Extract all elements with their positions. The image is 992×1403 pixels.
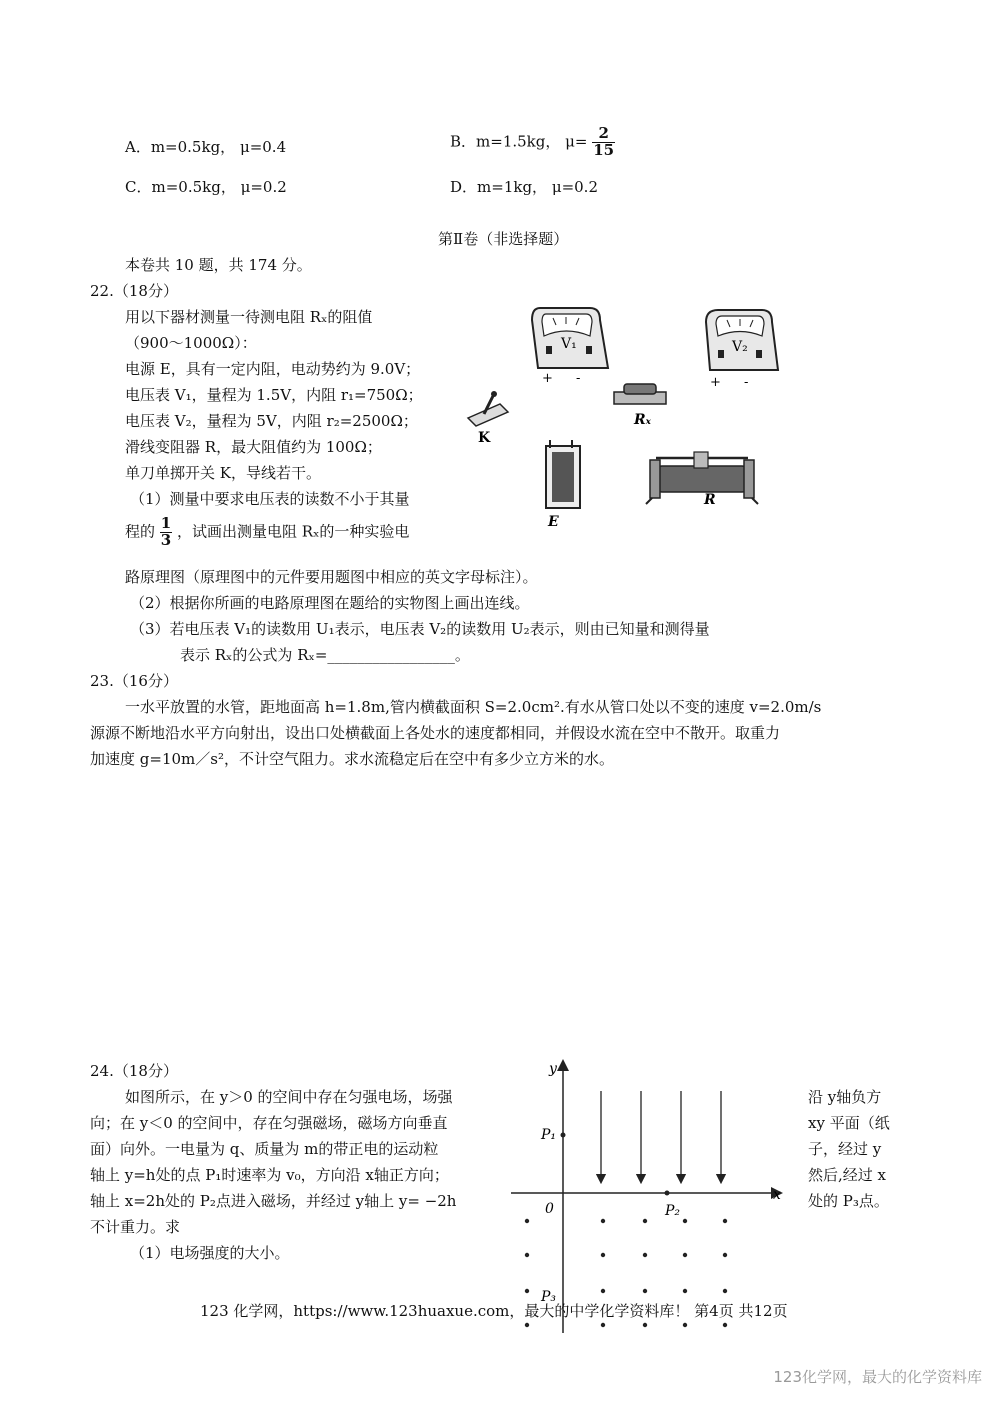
- q22-part3: （3）若电压表 V₁的读数用 U₁表示，电压表 V₂的读数用 U₂表示，则由已知量和测得量: [130, 620, 710, 638]
- q22-line: 单刀单掷开关 K，导线若干。: [125, 464, 321, 482]
- q24-right-line: 沿 y轴负方: [808, 1088, 882, 1106]
- p3-label: P₃: [541, 1289, 557, 1305]
- q24-right-line: 子，经过 y: [808, 1140, 882, 1158]
- option-d: D．m=1kg， μ=0.2: [450, 178, 598, 196]
- page-footer: 123 化学网，https://www.123huaxue.com，最大的中学化学资料库！ 第4页 共12页: [200, 1302, 788, 1320]
- p1-label: P₁: [541, 1127, 557, 1143]
- q22-line: 电源 E，具有一定内阻，电动势约为 9.0V；: [125, 360, 421, 378]
- battery-e: [546, 440, 580, 530]
- q22-part1-prefix: 程的: [125, 522, 156, 541]
- q22-line: 滑线变阻器 R，最大阻值约为 100Ω；: [125, 438, 382, 456]
- q22-line: 用以下器材测量一待测电阻 Rₓ的阻值: [125, 308, 373, 326]
- q24-left-line: 如图所示，在 y＞0 的空间中存在匀强电场，场强: [125, 1088, 453, 1106]
- q23-heading: 23.（16分）: [90, 672, 178, 690]
- resistor-rx: [614, 384, 666, 428]
- switch-k: [468, 391, 508, 446]
- apparatus-figure: [460, 300, 790, 535]
- q23-line-3: 加速度 g=10m／s²，不计空气阻力。求水流稳定后在空中有多少立方米的水。: [90, 750, 614, 768]
- voltmeter-v2: [706, 310, 778, 390]
- q22-line: 电压表 V₂，量程为 5V，内阻 r₂=2500Ω；: [125, 412, 418, 430]
- q22-part1: [125, 516, 409, 549]
- point-p2: [665, 1191, 670, 1196]
- q24-heading: 24.（18分）: [90, 1062, 178, 1080]
- q22-part1-fraction: [160, 516, 172, 549]
- q24-right-line: 然后,经过 x: [808, 1166, 886, 1184]
- q23-line-1: 一水平放置的水管，距地面高 h=1.8m,管内横截面积 S=2.0cm².有水从管口处以不变的速度 v=2.0m/s: [125, 698, 822, 716]
- x-axis-label: x: [773, 1187, 781, 1203]
- v2-plus: +: [710, 375, 721, 390]
- q22-part2: （2）根据你所画的电路原理图在题给的实物图上画出连线。: [130, 594, 530, 612]
- p2-label: P₂: [665, 1203, 681, 1219]
- electric-field-lines: [601, 1091, 721, 1179]
- q24-left-line: 轴上 x=2h处的 P₂点进入磁场，并经过 y轴上 y= −2h: [90, 1192, 457, 1210]
- q22-line: 电压表 V₁，量程为 1.5V，内阻 r₁=750Ω；: [125, 386, 423, 404]
- q24-left-line: 轴上 y=h处的点 P₁时速率为 v₀，方向沿 x轴正方向；: [90, 1166, 449, 1184]
- y-axis-label: y: [549, 1061, 557, 1077]
- voltmeter-v1: [532, 308, 608, 386]
- r-label: R: [704, 492, 716, 508]
- q24-sub1: （1）电场强度的大小。: [130, 1244, 290, 1262]
- q22-line: （1）测量中要求电压表的读数不小于其量: [130, 490, 410, 508]
- section-title: 第Ⅱ卷（非选择题）: [438, 230, 569, 248]
- q22-part1-denominator: 3: [160, 530, 172, 549]
- v1-minus: -: [576, 371, 581, 386]
- q24-right-line: 处的 P₃点。: [808, 1192, 889, 1210]
- option-b-text: B．m=1.5kg， μ=: [450, 132, 588, 151]
- q22-part3-formula: 表示 Rₓ的公式为 Rₓ=_________________。: [180, 646, 470, 664]
- q24-left-line: 面）向外。一电量为 q、质量为 m的带正电的运动粒: [90, 1140, 439, 1158]
- section-intro: 本卷共 10 题，共 174 分。: [125, 256, 312, 274]
- q24-left-line: 向；在 y＜0 的空间中，存在匀强磁场，磁场方向垂直: [90, 1114, 448, 1132]
- v2-label: V₂: [732, 339, 748, 355]
- origin-label: 0: [545, 1201, 554, 1217]
- q22-part1-suffix: ，试画出测量电阻 Rₓ的一种实验电: [177, 522, 410, 541]
- option-b-numerator: 2: [592, 126, 615, 143]
- rx-label: Rₓ: [634, 412, 651, 428]
- v1-plus: +: [542, 371, 553, 386]
- option-a: A．m=0.5kg， μ=0.4: [125, 138, 287, 156]
- field-diagram: [505, 1055, 800, 1340]
- point-p1: [561, 1133, 566, 1138]
- option-c: C．m=0.5kg， μ=0.2: [125, 178, 287, 196]
- q22-heading: 22.（18分）: [90, 282, 178, 300]
- e-label: E: [548, 514, 559, 530]
- k-label: K: [478, 430, 491, 446]
- option-b: [450, 126, 615, 159]
- q22-part1-numerator: 1: [160, 514, 172, 532]
- v1-label: V₁: [561, 336, 577, 352]
- q22-part1-continued: 路原理图（原理图中的元件要用题图中相应的英文字母标注）。: [125, 568, 538, 586]
- q24-right-line: xy 平面（纸: [808, 1114, 890, 1132]
- v2-minus: -: [744, 375, 749, 390]
- option-b-denominator: 15: [593, 140, 615, 159]
- option-b-fraction: [592, 126, 615, 159]
- q23-line-2: 源源不断地沿水平方向射出，设出口处横截面上各处水的速度都相同，并假设水流在空中不散开。取重力: [90, 724, 781, 742]
- rheostat-r: [646, 452, 758, 508]
- q24-left-line: 不计重力。求: [90, 1218, 181, 1236]
- q22-line: （900～1000Ω）：: [125, 334, 257, 352]
- watermark: 123化学网，最大的化学资料库: [773, 1368, 982, 1386]
